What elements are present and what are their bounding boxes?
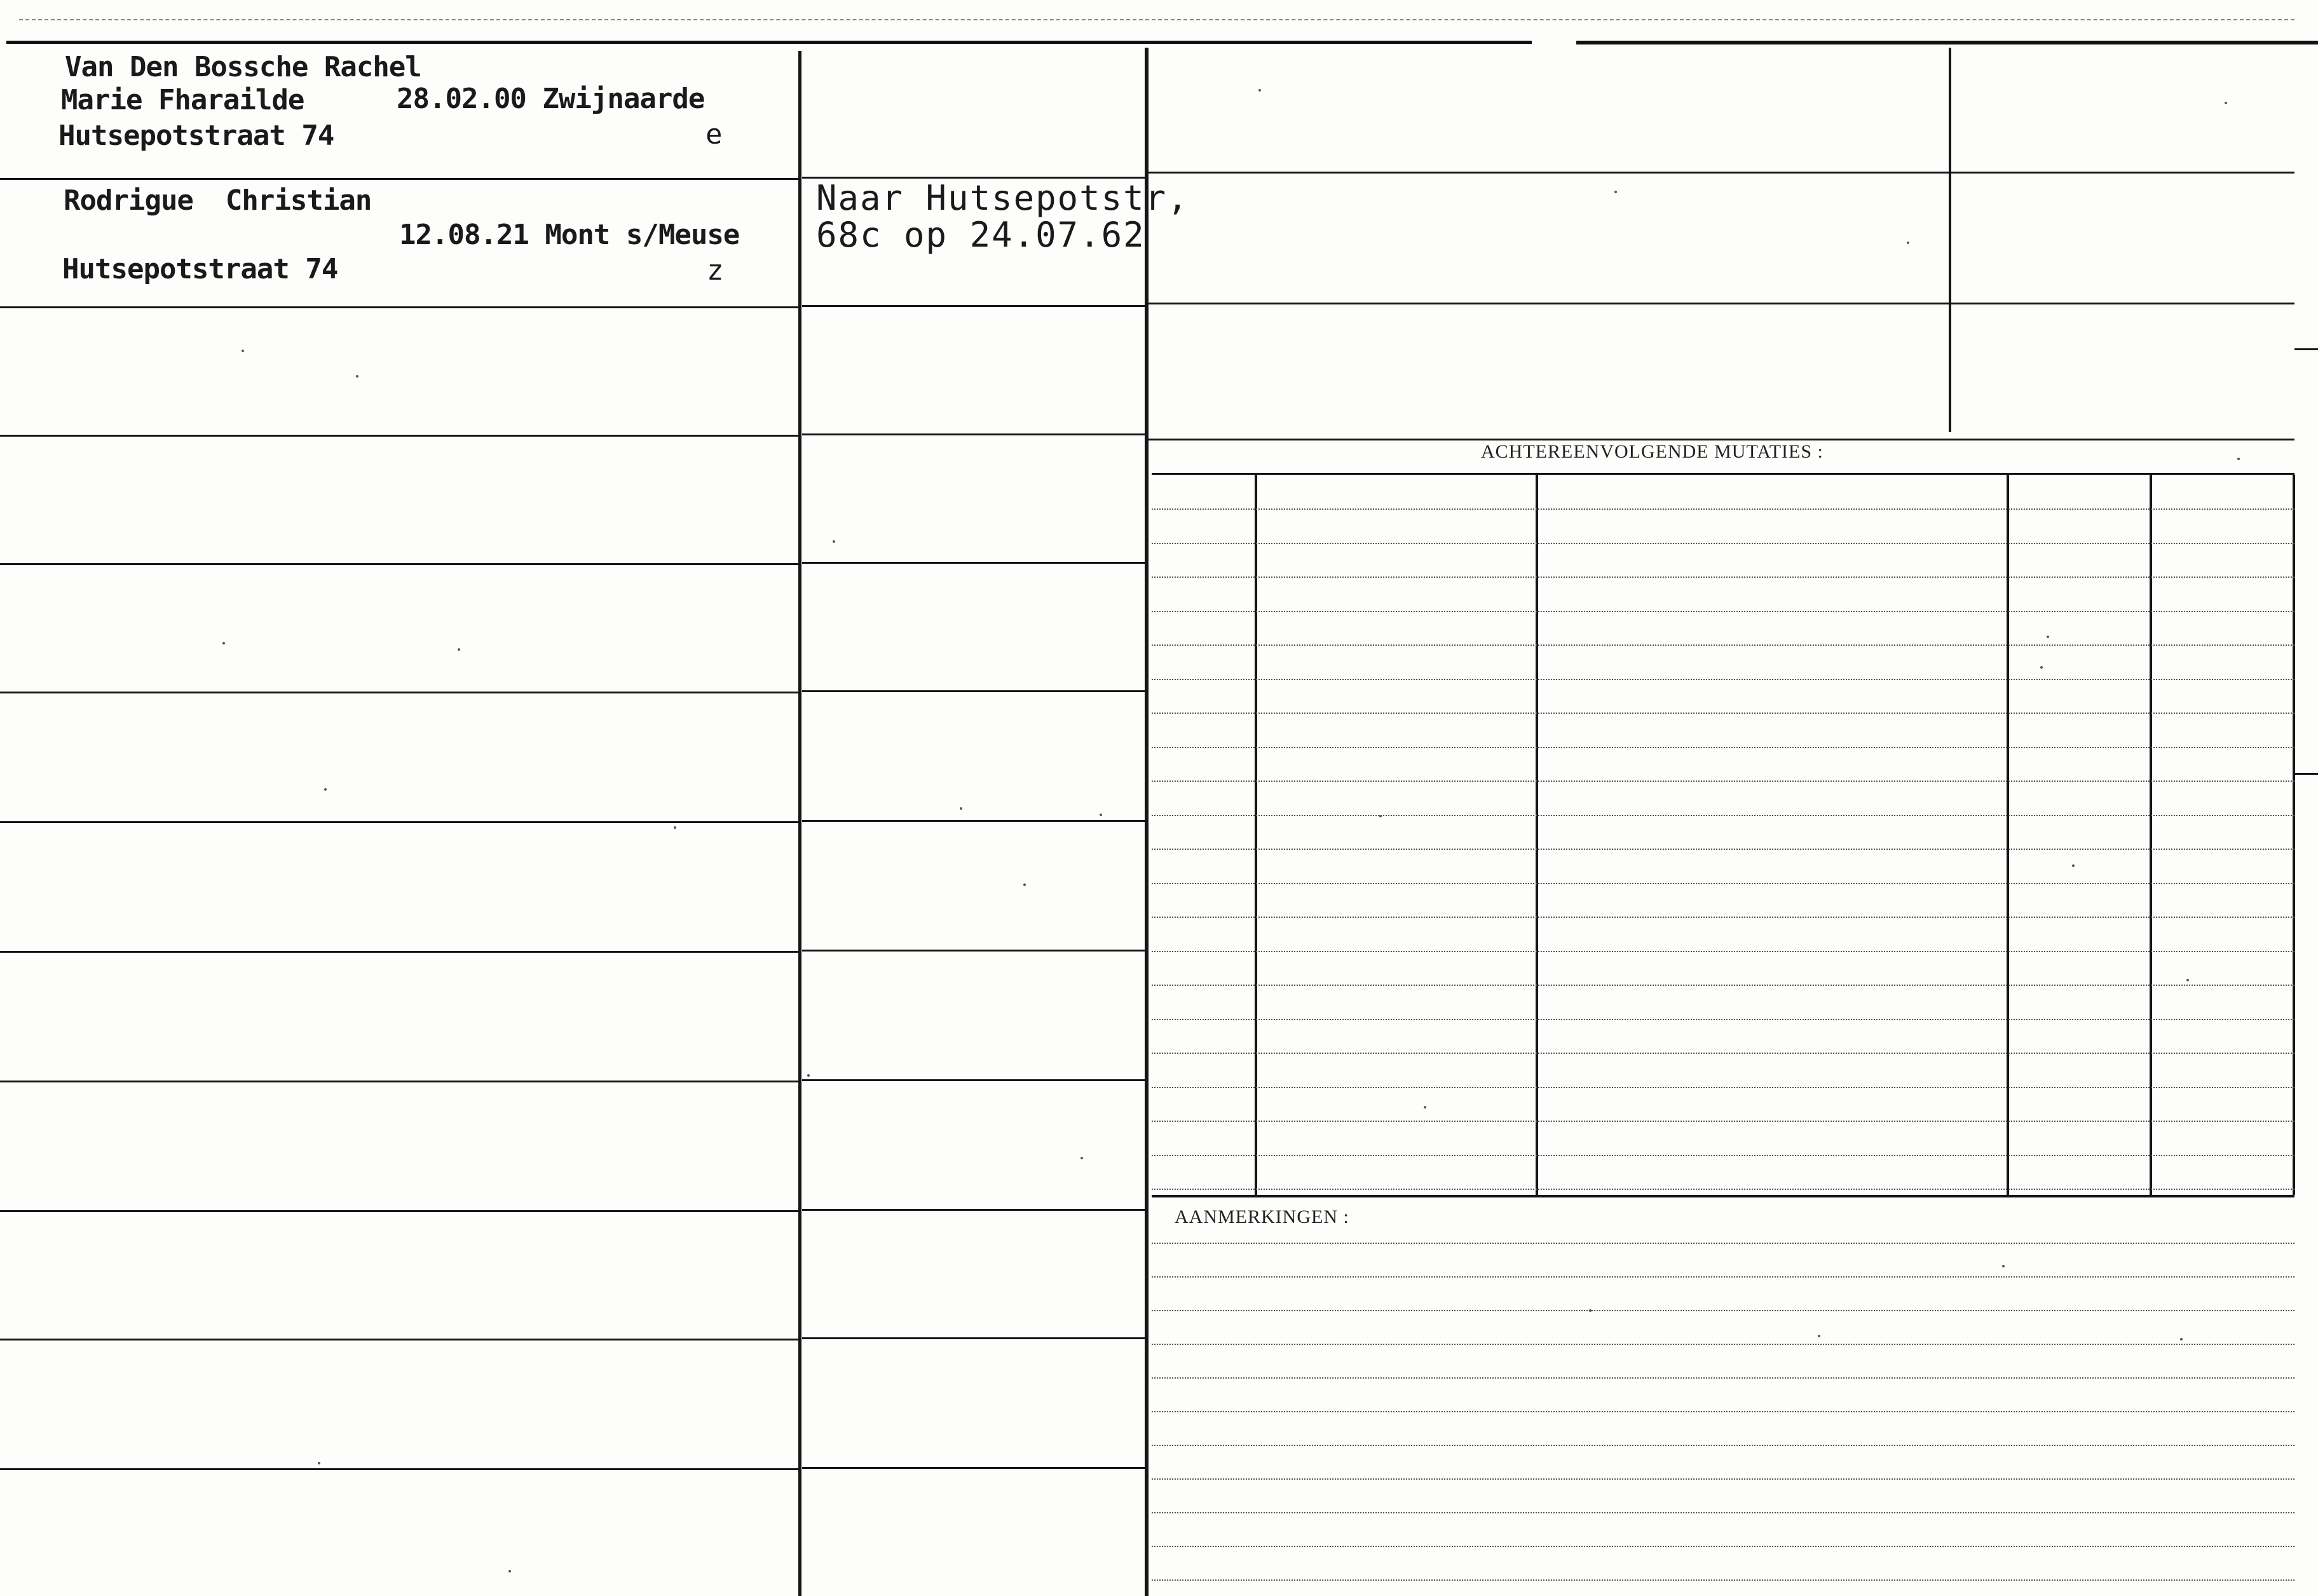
right-upper-row-2 xyxy=(1148,303,1949,304)
scan-speck-29 xyxy=(1379,815,1382,817)
mutations-dotted-row-21 xyxy=(1152,1189,2294,1190)
scan-speck-2 xyxy=(356,375,358,378)
scan-speck-15 xyxy=(2237,458,2240,460)
remarks-dotted-line-6 xyxy=(1152,1411,2294,1412)
scan-speck-16 xyxy=(2047,636,2049,638)
note-row-line-3 xyxy=(802,433,1145,435)
scan-speck-20 xyxy=(2002,1265,2005,1267)
mutations-dotted-row-18 xyxy=(1152,1087,2294,1088)
scan-speck-23 xyxy=(508,1570,511,1572)
record-2-birth: 12.08.21 Mont s/Meuse xyxy=(399,219,740,251)
ledger-row-line-1 xyxy=(0,178,798,180)
column-divider-1 xyxy=(798,51,801,1596)
scan-speck-24 xyxy=(807,1074,810,1077)
mutations-title: ACHTEREENVOLGENDE MUTATIES : xyxy=(1481,441,1824,462)
right-upper-row-2b xyxy=(1951,303,2294,304)
scan-speck-7 xyxy=(833,540,835,543)
scan-speck-8 xyxy=(1100,814,1102,816)
note-row-line-8 xyxy=(802,1079,1145,1081)
record-2-name-line1: Rodrigue Christian xyxy=(64,184,372,217)
record-1-name-line2: Marie Fharailde xyxy=(61,84,304,116)
record-1-address: Hutsepotstraat 74 xyxy=(58,119,334,152)
remarks-dotted-line-2 xyxy=(1152,1276,2294,1278)
ledger-row-line-7 xyxy=(0,951,798,953)
remarks-dotted-line-10 xyxy=(1152,1546,2294,1547)
mutations-dotted-row-9 xyxy=(1152,781,2294,782)
record-2-note-line2: 68c op 24.07.62 xyxy=(816,215,1145,255)
mutations-dotted-row-1 xyxy=(1152,508,2294,510)
scan-speck-21 xyxy=(2180,1338,2183,1340)
mutations-dotted-row-11 xyxy=(1152,849,2294,850)
top-border-right xyxy=(1576,41,2318,44)
note-row-line-11 xyxy=(802,1467,1145,1469)
scan-speck-25 xyxy=(960,807,962,810)
scan-speck-5 xyxy=(324,788,327,791)
mutations-dotted-row-5 xyxy=(1152,645,2294,646)
mutations-dotted-row-20 xyxy=(1152,1155,2294,1156)
remarks-dotted-line-3 xyxy=(1152,1310,2294,1311)
scan-speck-10 xyxy=(1081,1157,1083,1159)
note-row-line-5 xyxy=(802,690,1145,692)
record-2-mark: z xyxy=(707,254,723,287)
scan-speck-13 xyxy=(1907,242,1909,244)
note-row-line-10 xyxy=(802,1337,1145,1339)
scan-speck-14 xyxy=(2225,102,2227,104)
scan-speck-19 xyxy=(1424,1106,1426,1108)
mutations-dotted-row-13 xyxy=(1152,917,2294,918)
remarks-dotted-line-4 xyxy=(1152,1344,2294,1345)
mutations-dotted-row-3 xyxy=(1152,576,2294,578)
column-divider-3 xyxy=(1949,48,1951,432)
scan-speck-9 xyxy=(1023,883,1026,886)
ledger-row-line-8 xyxy=(0,1081,798,1082)
scan-speck-3 xyxy=(458,648,460,651)
mutations-dotted-row-12 xyxy=(1152,883,2294,884)
ledger-row-line-3 xyxy=(0,435,798,437)
record-2-note-line1: Naar Hutsepotstr, xyxy=(816,178,1189,218)
scan-speck-1 xyxy=(242,350,244,352)
record-2-address: Hutsepotstraat 74 xyxy=(62,253,338,285)
mutations-dotted-row-2 xyxy=(1152,543,2294,544)
record-1-birth: 28.02.00 Zwijnaarde xyxy=(397,83,705,115)
remarks-title: AANMERKINGEN : xyxy=(1175,1206,1349,1227)
scan-speck-6 xyxy=(674,826,676,829)
mutations-dotted-row-8 xyxy=(1152,747,2294,748)
scan-speck-26 xyxy=(1818,1335,1820,1337)
scan-speck-17 xyxy=(2072,864,2075,867)
top-border-left xyxy=(6,41,1532,44)
remarks-dotted-line-9 xyxy=(1152,1512,2294,1513)
right-upper-row-1 xyxy=(1148,172,1949,174)
remarks-dotted-line-5 xyxy=(1152,1377,2294,1379)
mutations-dotted-row-6 xyxy=(1152,679,2294,680)
mutations-dotted-row-16 xyxy=(1152,1019,2294,1020)
ledger-row-line-5 xyxy=(0,692,798,693)
record-1-mark: e xyxy=(706,118,722,151)
ledger-row-line-9 xyxy=(0,1210,798,1212)
mutations-dotted-row-7 xyxy=(1152,713,2294,714)
remarks-dotted-line-1 xyxy=(1152,1243,2294,1244)
scan-speck-4 xyxy=(222,642,225,645)
note-row-line-9 xyxy=(802,1209,1145,1211)
scan-speck-27 xyxy=(1589,1309,1592,1312)
right-upper-row-1b xyxy=(1951,172,2294,174)
mutations-dotted-row-19 xyxy=(1152,1121,2294,1122)
mutations-bottom-rule xyxy=(1152,1195,2294,1197)
scan-speck-18 xyxy=(2186,979,2189,981)
note-row-line-6 xyxy=(802,820,1145,822)
mutations-dotted-row-4 xyxy=(1152,611,2294,612)
column-divider-2 xyxy=(1145,48,1149,1596)
mutations-dotted-row-17 xyxy=(1152,1053,2294,1054)
ledger-row-line-6 xyxy=(0,821,798,823)
scan-speck-28 xyxy=(2040,666,2043,669)
ledger-row-line-2 xyxy=(0,306,798,308)
right-edge-tick-1 xyxy=(2294,348,2318,350)
ledger-row-line-11 xyxy=(0,1468,798,1470)
remarks-dotted-line-11 xyxy=(1152,1579,2294,1581)
top-faint-edge xyxy=(19,19,2294,20)
scan-speck-12 xyxy=(1614,191,1617,193)
mutations-top-rule xyxy=(1148,439,2294,440)
scan-speck-22 xyxy=(318,1462,320,1464)
mutations-dotted-row-10 xyxy=(1152,815,2294,816)
remarks-dotted-line-7 xyxy=(1152,1445,2294,1446)
remarks-dotted-line-8 xyxy=(1152,1478,2294,1480)
scan-speck-11 xyxy=(1258,89,1261,92)
mutations-header-rule xyxy=(1152,473,2294,475)
note-row-line-4 xyxy=(802,562,1145,564)
ledger-row-line-4 xyxy=(0,563,798,565)
note-row-line-7 xyxy=(802,950,1145,951)
mutations-dotted-row-15 xyxy=(1152,985,2294,986)
right-edge-tick-2 xyxy=(2294,773,2318,775)
note-row-line-2 xyxy=(802,305,1145,307)
ledger-row-line-10 xyxy=(0,1339,798,1340)
record-1-name-line1: Van Den Bossche Rachel xyxy=(65,51,421,83)
mutations-dotted-row-14 xyxy=(1152,951,2294,952)
